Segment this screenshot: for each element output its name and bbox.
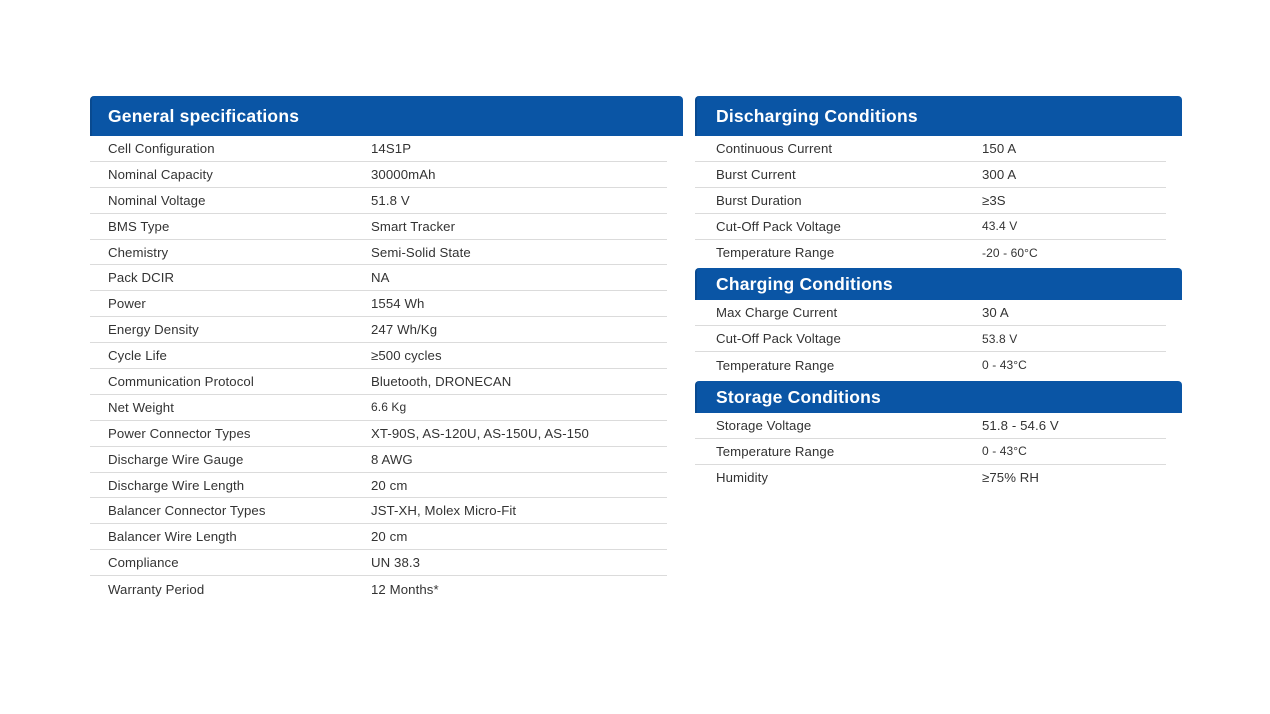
general-specifications-rows	[90, 136, 667, 602]
spec-row-continuous-current	[695, 136, 1166, 162]
spec-row-energy-density	[90, 317, 667, 343]
spec-label: Temperature Range	[716, 443, 835, 459]
section-title: Charging Conditions	[716, 273, 893, 294]
spec-value: 0 - 43°C	[982, 358, 1027, 373]
charging-conditions-rows	[695, 300, 1166, 378]
spec-row-nominal-capacity	[90, 162, 667, 188]
spec-label: Communication Protocol	[108, 373, 254, 389]
spec-value: Semi-Solid State	[371, 244, 471, 260]
spec-label: Chemistry	[108, 244, 169, 260]
spec-row-charge-temperature-range	[695, 352, 1166, 378]
spec-value: Bluetooth, DRONECAN	[371, 373, 512, 389]
spec-row-discharge-wire-gauge	[90, 447, 667, 473]
spec-value: ≥3S	[982, 192, 1006, 208]
spec-label: Power	[108, 296, 146, 312]
spec-row-charge-cutoff-voltage	[695, 326, 1166, 352]
spec-label: Nominal Voltage	[108, 192, 206, 208]
spec-value: 1554 Wh	[371, 296, 425, 312]
spec-label: Cycle Life	[108, 348, 167, 364]
spec-row-power-connector-types	[90, 421, 667, 447]
general-specifications-table	[90, 96, 683, 602]
spec-label: Cut-Off Pack Voltage	[716, 331, 841, 347]
section-title: Storage Conditions	[716, 386, 881, 407]
spec-value: 51.8 V	[371, 192, 410, 208]
spec-row-nominal-voltage	[90, 188, 667, 214]
section-title: General specifications	[108, 105, 300, 126]
spec-value: 150 A	[982, 140, 1017, 156]
section-title: Discharging Conditions	[716, 105, 918, 126]
spec-value: UN 38.3	[371, 555, 421, 571]
spec-row-warranty-period	[90, 576, 667, 602]
spec-value: 0 - 43°C	[982, 444, 1027, 459]
spec-label: Balancer Wire Length	[108, 529, 237, 545]
spec-label: Humidity	[716, 470, 769, 486]
spec-value: 12 Months*	[371, 581, 439, 597]
spec-value: 30 A	[982, 305, 1009, 321]
spec-row-power	[90, 291, 667, 317]
spec-row-burst-current	[695, 162, 1166, 188]
discharging-conditions-rows	[695, 136, 1166, 265]
spec-row-storage-voltage	[695, 413, 1166, 439]
spec-row-discharge-cutoff-voltage	[695, 214, 1166, 240]
charging-conditions-header	[695, 268, 1182, 300]
spec-label: Temperature Range	[716, 245, 835, 260]
spec-value: -20 - 60°C	[982, 245, 1038, 260]
spec-label: Warranty Period	[108, 581, 205, 597]
spec-value: 20 cm	[371, 477, 408, 493]
spec-label: Max Charge Current	[716, 305, 838, 321]
spec-row-bms-type	[90, 214, 667, 240]
spec-value: JST-XH, Molex Micro-Fit	[371, 503, 517, 519]
spec-row-balancer-wire-length	[90, 524, 667, 550]
spec-row-pack-dcir	[90, 265, 667, 291]
spec-row-cycle-life	[90, 343, 667, 369]
spec-value: 43.4 V	[982, 219, 1018, 234]
spec-value: NA	[371, 270, 390, 286]
spec-row-compliance	[90, 550, 667, 576]
spec-label: Balancer Connector Types	[108, 503, 266, 519]
spec-label: Net Weight	[108, 399, 174, 415]
spec-value: 247 Wh/Kg	[371, 322, 438, 338]
spec-row-burst-duration	[695, 188, 1166, 214]
spec-label: Discharge Wire Gauge	[108, 451, 244, 467]
spec-value: 14S1P	[371, 140, 412, 156]
spec-value: 30000mAh	[371, 166, 436, 182]
spec-label: Power Connector Types	[108, 425, 251, 441]
spec-row-cell-configuration	[90, 136, 667, 162]
spec-value: 53.8 V	[982, 331, 1018, 346]
spec-label: Compliance	[108, 555, 179, 571]
spec-row-balancer-connector-types	[90, 498, 667, 524]
spec-value: 300 A	[982, 166, 1017, 182]
spec-label: Cell Configuration	[108, 140, 215, 156]
spec-value: 8 AWG	[371, 451, 413, 467]
spec-label: Burst Duration	[716, 192, 802, 208]
spec-label: Cut-Off Pack Voltage	[716, 218, 841, 234]
spec-label: Burst Current	[716, 166, 796, 182]
spec-label: Discharge Wire Length	[108, 477, 245, 493]
spec-value: XT-90S, AS-120U, AS-150U, AS-150	[371, 425, 589, 441]
spec-label: Nominal Capacity	[108, 166, 213, 182]
spec-label: Pack DCIR	[108, 270, 175, 286]
discharging-conditions-header	[695, 96, 1182, 136]
storage-conditions-header	[695, 381, 1182, 413]
spec-value: Smart Tracker	[371, 218, 456, 234]
conditions-tables	[695, 96, 1182, 491]
spec-row-humidity	[695, 465, 1166, 491]
spec-label: BMS Type	[108, 218, 170, 234]
spec-label: Continuous Current	[716, 140, 833, 156]
spec-row-chemistry	[90, 240, 667, 266]
spec-row-net-weight	[90, 395, 667, 421]
spec-value: 20 cm	[371, 529, 408, 545]
spec-row-storage-temperature-range	[695, 439, 1166, 465]
spec-label: Temperature Range	[716, 357, 835, 373]
spec-value: 6.6 Kg	[371, 400, 407, 415]
spec-row-max-charge-current	[695, 300, 1166, 326]
spec-row-communication-protocol	[90, 369, 667, 395]
spec-row-discharge-temperature-range	[695, 240, 1166, 266]
general-specifications-header	[90, 96, 683, 136]
spec-row-discharge-wire-length	[90, 473, 667, 499]
spec-value: 51.8 - 54.6 V	[982, 418, 1059, 434]
spec-value: ≥75% RH	[982, 470, 1040, 486]
storage-conditions-rows	[695, 413, 1166, 491]
spec-label: Energy Density	[108, 322, 199, 338]
spec-label: Storage Voltage	[716, 418, 812, 434]
spec-value: ≥500 cycles	[371, 348, 442, 364]
